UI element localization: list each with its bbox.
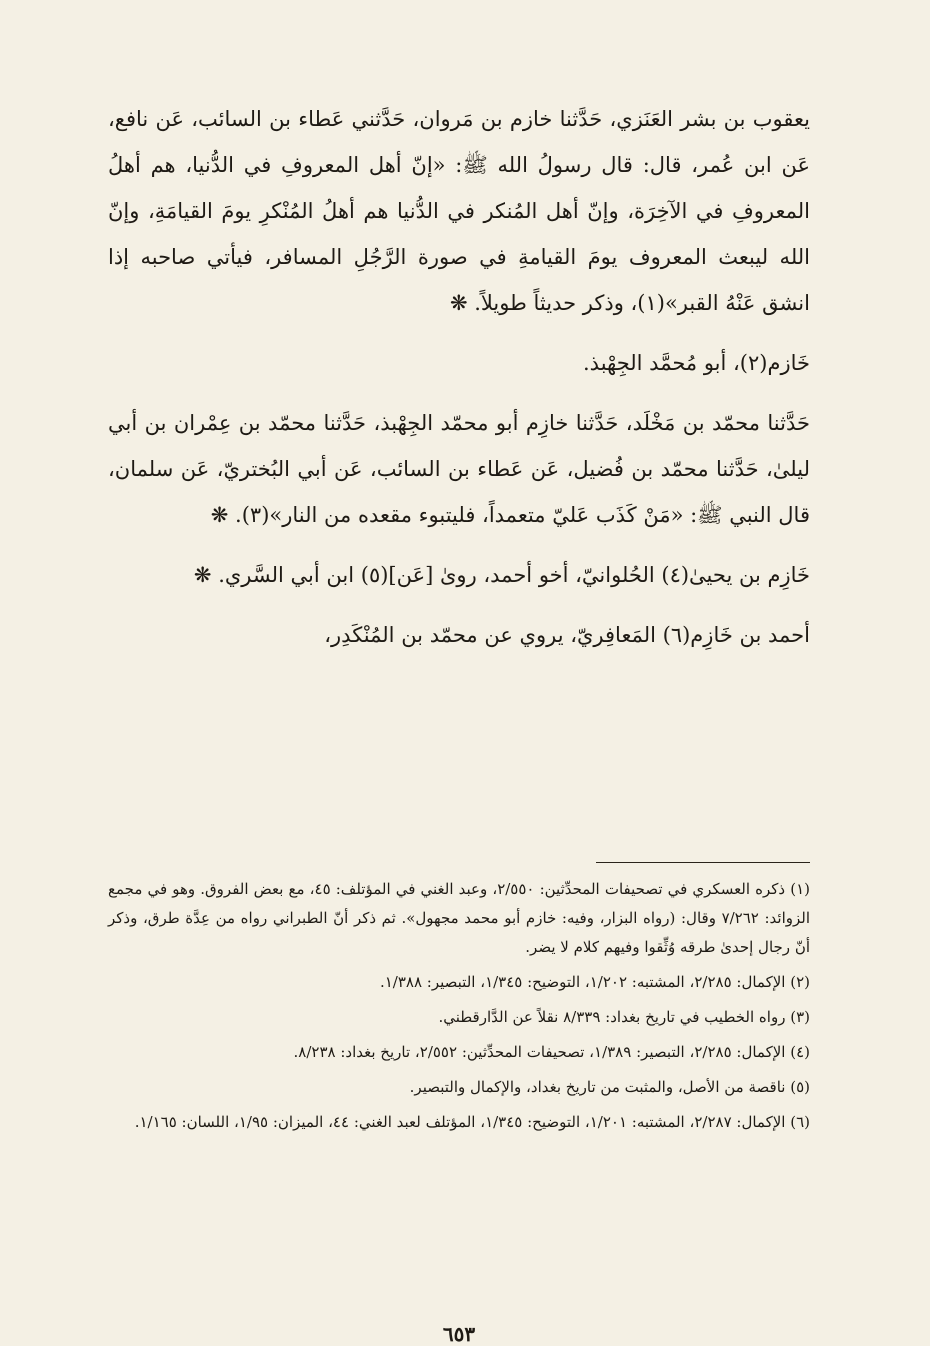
paragraph-hadith-2: حَدَّثنا محمّد بن مَخْلَد، حَدَّثنا خازِم أبو محمّد الجِهْبذ، حَدَّثنا محمّد بن عِمْران بن أبي ليلىٰ، حَدَّثنا محمّد بن فُضيل، عَن عَطاء بن السائب، عَن أبي البُختريّ، عَن سلمان، قال النبي ﷺ: «مَنْ كَذَب عَليّ متعمداً، فليتبوء مقعده من النار»(٣). ❋ bbox=[108, 411, 810, 527]
footnote-3: (٣) رواه الخطيب في تاريخ بغداد: ٨/٣٣٩ نقلاً عن الدَّارقطني. bbox=[438, 1008, 810, 1026]
entry-heading-khazim-jihbidh: خَازم(٢)، أبو مُحمَّد الجِهْبذ. bbox=[583, 351, 810, 375]
entry-khazim-hulwani: خَازِم بن يحيىٰ(٤) الحُلوانيّ، أخو أحمد، روىٰ [عَن](٥) ابن أبي السَّري. ❋ bbox=[193, 563, 810, 587]
footnote-2: (٢) الإكمال: ٢/٢٨٥، المشتبه: ١/٢٠٢، التوضيح: ١/٣٤٥، التبصير: ١/٣٨٨. bbox=[379, 973, 810, 991]
page-number: ٦٥٣ bbox=[442, 1322, 476, 1346]
paragraph-hadith-1: يعقوب بن بشر العَنَزي، حَدَّثنا خازم بن مَروان، حَدَّثني عَطاء بن السائب، عَن نافع، عَن ابن عُمر، قال: قال رسولُ الله ﷺ: «إنّ أهل المعروفِ في الدُّنيا، هم أهلُ المعروفِ في الآخِرَة، وإنّ أهل المُنكر في الدُّنيا هم أهلُ المُنْكرِ يومَ القيامَةِ، وإنّ الله ليبعث المعروف يومَ القيامةِ في صورة الرَّجُلِ المسافر، فيأتي صاحبه إذا انشق عَنْهُ القبر»(١)، وذكر حديثاً طويلاً. ❋ bbox=[108, 107, 810, 315]
footnote-4: (٤) الإكمال: ٢/٢٨٥، التبصير: ١/٣٨٩، تصحيفات المحدِّثين: ٢/٥٥٢، تاريخ بغداد: ٨/٢٣٨. bbox=[293, 1043, 810, 1061]
main-text bbox=[108, 96, 810, 658]
footnote-5: (٥) ناقصة من الأصل، والمثبت من تاريخ بغداد، والإكمال والتبصير. bbox=[409, 1078, 810, 1096]
book-page bbox=[108, 96, 810, 1346]
footnote-6: (٦) الإكمال: ٢/٢٨٧، المشتبه: ١/٢٠١، التوضيح: ١/٣٤٥، المؤتلف لعبد الغني: ٤٤، الميزان: ١/٩٥، اللسان: ١/١٦٥. bbox=[134, 1113, 810, 1131]
footnote-1: (١) ذكره العسكري في تصحيفات المحدِّثين: ٢/٥٥٠، وعبد الغني في المؤتلف: ٤٥، مع بعض الفروق. وهو في مجمع الزوائد: ٧/٢٦٢ وقال: (رواه البزار، وفيه: خازم أبو محمد مجهول». ثم ذكر أنّ الطبراني رواه من عِدَّة طرق، وذكر أنّ رجال إحدىٰ طرقه وُثِّقوا وفيهم كلام لا يضر. bbox=[108, 880, 810, 956]
footnotes-section bbox=[108, 816, 810, 1143]
footnote-divider bbox=[596, 862, 810, 863]
entry-ahmad-maafiri: أحمد بن خَازِم(٦) المَعافِريّ، يروي عن محمّد بن المُنْكَدِر، bbox=[324, 623, 810, 647]
